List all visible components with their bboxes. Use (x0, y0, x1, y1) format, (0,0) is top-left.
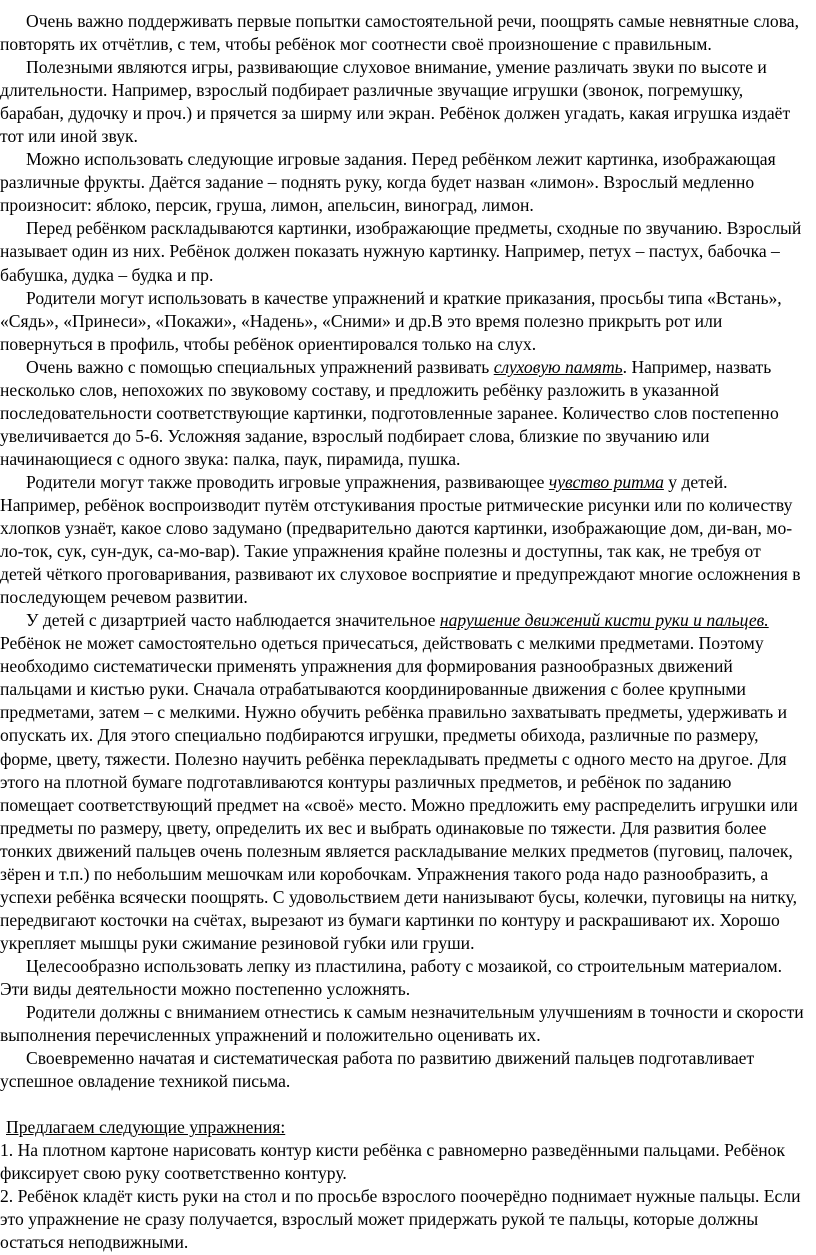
paragraph-text-before: Очень важно с помощью специальных упражнений развивать (26, 356, 494, 377)
paragraph-auditory-memory (0, 356, 806, 471)
paragraph-text-after: Ребёнок не может самостоятельно одеться причесаться, действовать с мелкими предметами. Поэтому необходимо систематически применять упражнения для формирования разнообразных движений пальцами и кистью руки. Сначала отрабатываются координированные движения с более крупными предметами, затем – с мелкими. Нужно обучить ребёнка правильно захватывать предметы, удерживать и опускать их. Для этого специально подбираются игрушки, предметы обихода, различные по размеру, форме, цвету, тяжести. Полезно научить ребёнка перекладывать предметы с одного место на другое. Для этого на плотной бумаге подготавливаются контуры различных предметов, и ребёнок по заданию помещает соответствующий предмет на «своё» место. Можно предложить ему распределить игрушки или предметы по размеру, цвету, определить их вес и выбрать одинаковые по тяжести. Для развития более тонких движений пальцев очень полезным является раскладывание мелких предметов (пуговиц, палочек, зёрен и т.п.) по небольшим мешочкам или коробочкам. Упражнения такого рода надо разнообразить, а успехи ребёнка всячески поощрять. С удовольствием дети нанизывают бусы, колечки, пуговицы на нитку, передвигают косточки на счётах, вырезают из бумаги картинки по контуру и раскрашивают их. Хорошо укрепляет мышцы руки сжимание резиновой губки или груши. (0, 633, 798, 953)
paragraph-hand-movements (0, 609, 806, 955)
paragraph-text-after: . Например, назвать несколько слов, непохожих по звуковому составу, и предложить ребёнку разложить в указанной последовательности соответствующие картинки, подготовленные заранее. Количество слов постепенно увеличивается до 5-6. Усложняя задание, взрослый подбирает слова, близкие по звучанию или начинающиеся с одного звука: палка, паук, пирамида, пушка. (0, 356, 779, 469)
paragraph-writing-skills: Своевременно начатая и систематическая работа по развитию движений пальцев подготавливает успешное овладение техникой письма. (0, 1048, 755, 1092)
blank-line (0, 1093, 806, 1116)
paragraph-text-before: Родители могут также проводить игровые упражнения, развивающее (26, 471, 549, 492)
paragraph-auditory-games: Полезными являются игры, развивающие слуховое внимание, умение различать звуки по высоте и длительности. Например, взрослый подбирает различные звучащие игрушки (звонок, погремушку, барабан, дудочку и проч.) и прячется за ширму или экран. Ребёнок должен угадать, какая игрушка издаёт тот или иной звук. (0, 57, 791, 147)
exercises-heading: Предлагаем следующие упражнения: (6, 1117, 286, 1138)
exercise-item: 1. На плотном картоне нарисовать контур кисти ребёнка с равномерно разведёнными пальцами. Ребёнок фиксирует свою руку соответственно контуру. (0, 1140, 786, 1184)
emphasis-sense-of-rhythm: чувство ритма (548, 471, 664, 492)
paragraph-text-after: у детей. Например, ребёнок воспроизводит путём отстукивания простые ритмические рисунки или по количеству хлопков узнаёт, какое слово задумано (предварительно даются картинки, изображающие дом, ди-ван, мо-ло-ток, сук, сун-дук, са-мо-вар). Такие упражнения крайне полезны и доступны, так как, не требуя от детей чёткого проговаривания, развивают их слуховое восприятие и предупреждают многие осложнения в последующем речевом развитии. (0, 471, 801, 608)
paragraph-similar-words: Перед ребёнком раскладываются картинки, изображающие предметы, сходные по звучанию. Взрослый называет один из них. Ребёнок должен показать нужную картинку. Например, петух – пастух, бабочка – бабушка, дудка – будка и пр. (0, 218, 802, 285)
paragraph-speech-support: Очень важно поддерживать первые попытки самостоятельной речи, поощрять самые невнятные слова, повторять их отчётлив, с тем, чтобы ребёнок мог соотнести своё произношение с правильным. (0, 11, 799, 55)
emphasis-hand-movement-disorder: нарушение движений кисти руки и пальцев. (439, 610, 769, 631)
paragraph-rhythm (0, 471, 806, 609)
paragraph-parents-attention: Родители должны с вниманием отнестись к самым незначительным улучшениям в точности и скорости выполнения перечисленных упражнений и положительно оценивать их. (0, 1002, 804, 1046)
exercise-item: 2. Ребёнок кладёт кисть руки на стол и по просьбе взрослого поочерёдно поднимает нужные пальцы. Если это упражнение не сразу получается, взрослый может придержать рукой те пальцы, которые должны остаться неподвижными. (0, 1186, 801, 1253)
emphasis-auditory-memory: слуховую память (493, 356, 623, 377)
paragraph-fruit-game: Можно использовать следующие игровые задания. Перед ребёнком лежит картинка, изображающая различные фрукты. Даётся задание – поднять руку, когда будет назван «лимон». Взрослый медленно произносит: яблоко, персик, груша, лимон, апельсин, виноград, лимон. (0, 149, 776, 216)
paragraph-modeling: Целесообразно использовать лепку из пластилина, работу с мозаикой, со строительным материалом. Эти виды деятельности можно постепенно усложнять. (0, 955, 783, 999)
paragraph-commands: Родители могут использовать в качестве упражнений и краткие приказания, просьбы типа «Встань», «Сядь», «Принеси», «Покажи», «Надень», «Сними» и др.В это время полезно прикрыть рот или повернуться в профиль, чтобы ребёнок ориентировался только на слух. (0, 287, 782, 354)
paragraph-text-before: У детей с дизартрией часто наблюдается значительное (26, 610, 440, 631)
